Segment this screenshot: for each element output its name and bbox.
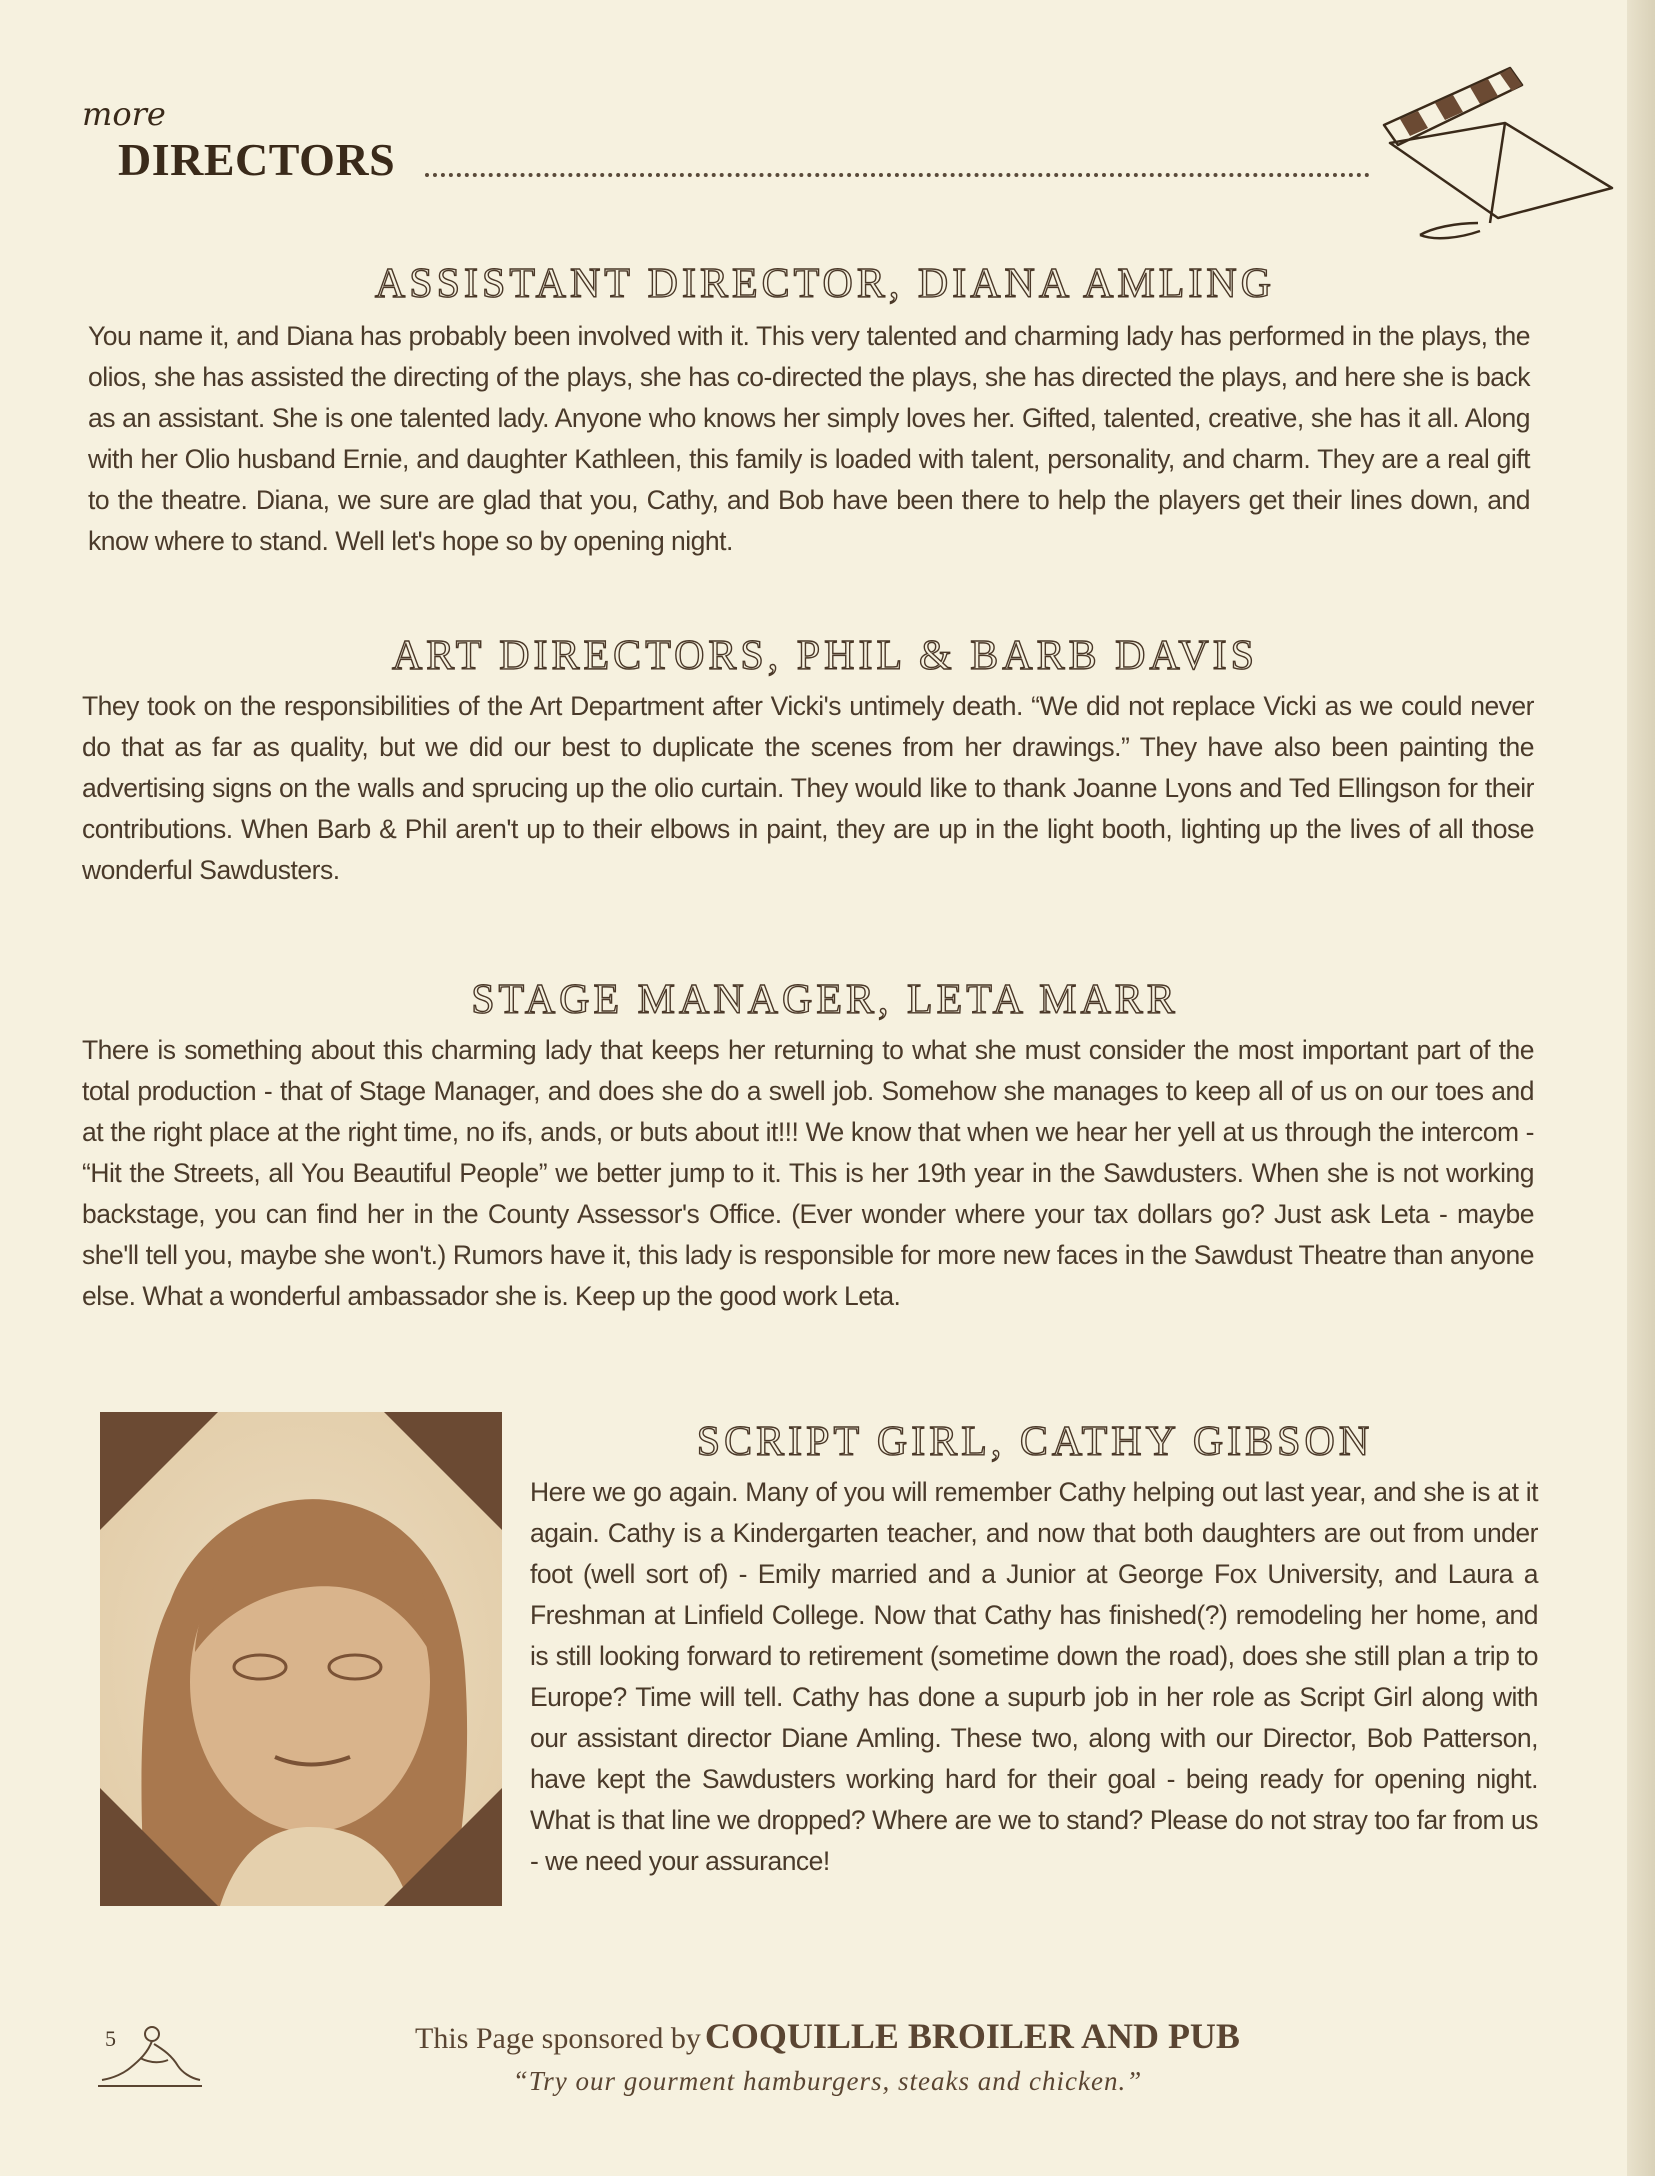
section-title-art-directors: ART DIRECTORS, PHIL & BARB DAVIS	[391, 633, 1259, 679]
section-title-stage-manager: STAGE MANAGER, LETA MARR	[471, 977, 1179, 1023]
portrait-photo	[100, 1412, 502, 1906]
page-header	[80, 95, 1550, 245]
section-body-script-girl: Here we go again. Many of you will remember Cathy helping out last year, and she is at it again. Cathy is a Kindergarten teacher, and now that both daughters are out from under foot (well sort of) - Emily married and a Junior at George Fox University, and Laura a Freshman at Linfield College. Now that Cathy has finished(?) remodeling her home, and is still looking forward to retirement (sometime down the road), does she still plan a trip to Europe? Time will tell. Cathy has done a supurb job in her role as Script Girl along with our assistant director Diane Amling. These two, along with our Director, Bob Patterson, have kept the Sawdusters working hard for their goal - being ready for opening night. What is that line we dropped? Where are we to stand? Please do not stray too far from us - we need your assurance!	[530, 1477, 1538, 1876]
sponsor-tagline: “Try our gourment hamburgers, steaks and chicken.”	[512, 2066, 1143, 2096]
sponsor-line	[0, 2015, 1655, 2057]
section-title-assistant-director: ASSISTANT DIRECTOR, DIANA AMLING	[374, 261, 1276, 307]
page-number: 5	[105, 2026, 116, 2051]
dot-leader	[425, 173, 1370, 177]
portrait-image	[100, 1412, 502, 1906]
page-edge	[1627, 0, 1655, 2176]
section-body-art-directors: They took on the responsibilities of the Art Department after Vicki's untimely death. “We did not replace Vicki as we could never do that as far as quality, but we did our best to duplicate the scenes from her drawings.” They have also been painting the advertising signs on the walls and sprucing up the olio curtain. They would like to thank Joanne Lyons and Ted Ellingson for their contributions. When Barb & Phil aren't up to their elbows in paint, they are up in the light booth, lighting up the lives of all those wonderful Sawdusters.	[82, 691, 1534, 885]
sponsor-name: COQUILLE BROILER AND PUB	[704, 2016, 1240, 2056]
section-title-script-girl: SCRIPT GIRL, CATHY GIBSON	[696, 1419, 1374, 1465]
sponsor-prefix: This Page sponsored by	[415, 2022, 701, 2055]
clapperboard-icon	[1360, 63, 1620, 248]
section-body-stage-manager: There is something about this charming lady that keeps her returning to what she must consider the most important part of the total production - that of Stage Manager, and does she do a swell job. Somehow she manages to keep all of us on our toes and at the right place at the right time, no ifs, ands, or buts about it!!! We know that when we hear her yell at us through the intercom - “Hit the Streets, all You Beautiful People” we better jump to it. This is her 19th year in the Sawdusters. When she is not working backstage, you can find her in the County Assessor's Office. (Ever wonder where your tax dollars go? Just ask Leta - maybe she'll tell you, maybe she won't.) Rumors have it, this lady is responsible for more new faces in the Sawdust Theatre than anyone else. What a wonderful ambassador she is. Keep up the good work Leta.	[82, 1035, 1534, 1311]
page-title: DIRECTORS	[118, 134, 396, 185]
more-label: more	[82, 95, 166, 133]
section-body-assistant-director: You name it, and Diana has probably been involved with it. This very talented and charming lady has performed in the plays, the olios, she has assisted the directing of the plays, she has co-directed the plays, she has directed the plays, and here she is back as an assistant. She is one talented lady. Anyone who knows her simply loves her. Gifted, talented, creative, she has it all. Along with her Olio husband Ernie, and daughter Kathleen, this family is loaded with talent, personality, and charm. They are a real gift to the theatre. Diana, we sure are glad that you, Cathy, and Bob have been there to help the players get their lines down, and know where to stand. Well let's hope so by opening night.	[88, 321, 1530, 556]
